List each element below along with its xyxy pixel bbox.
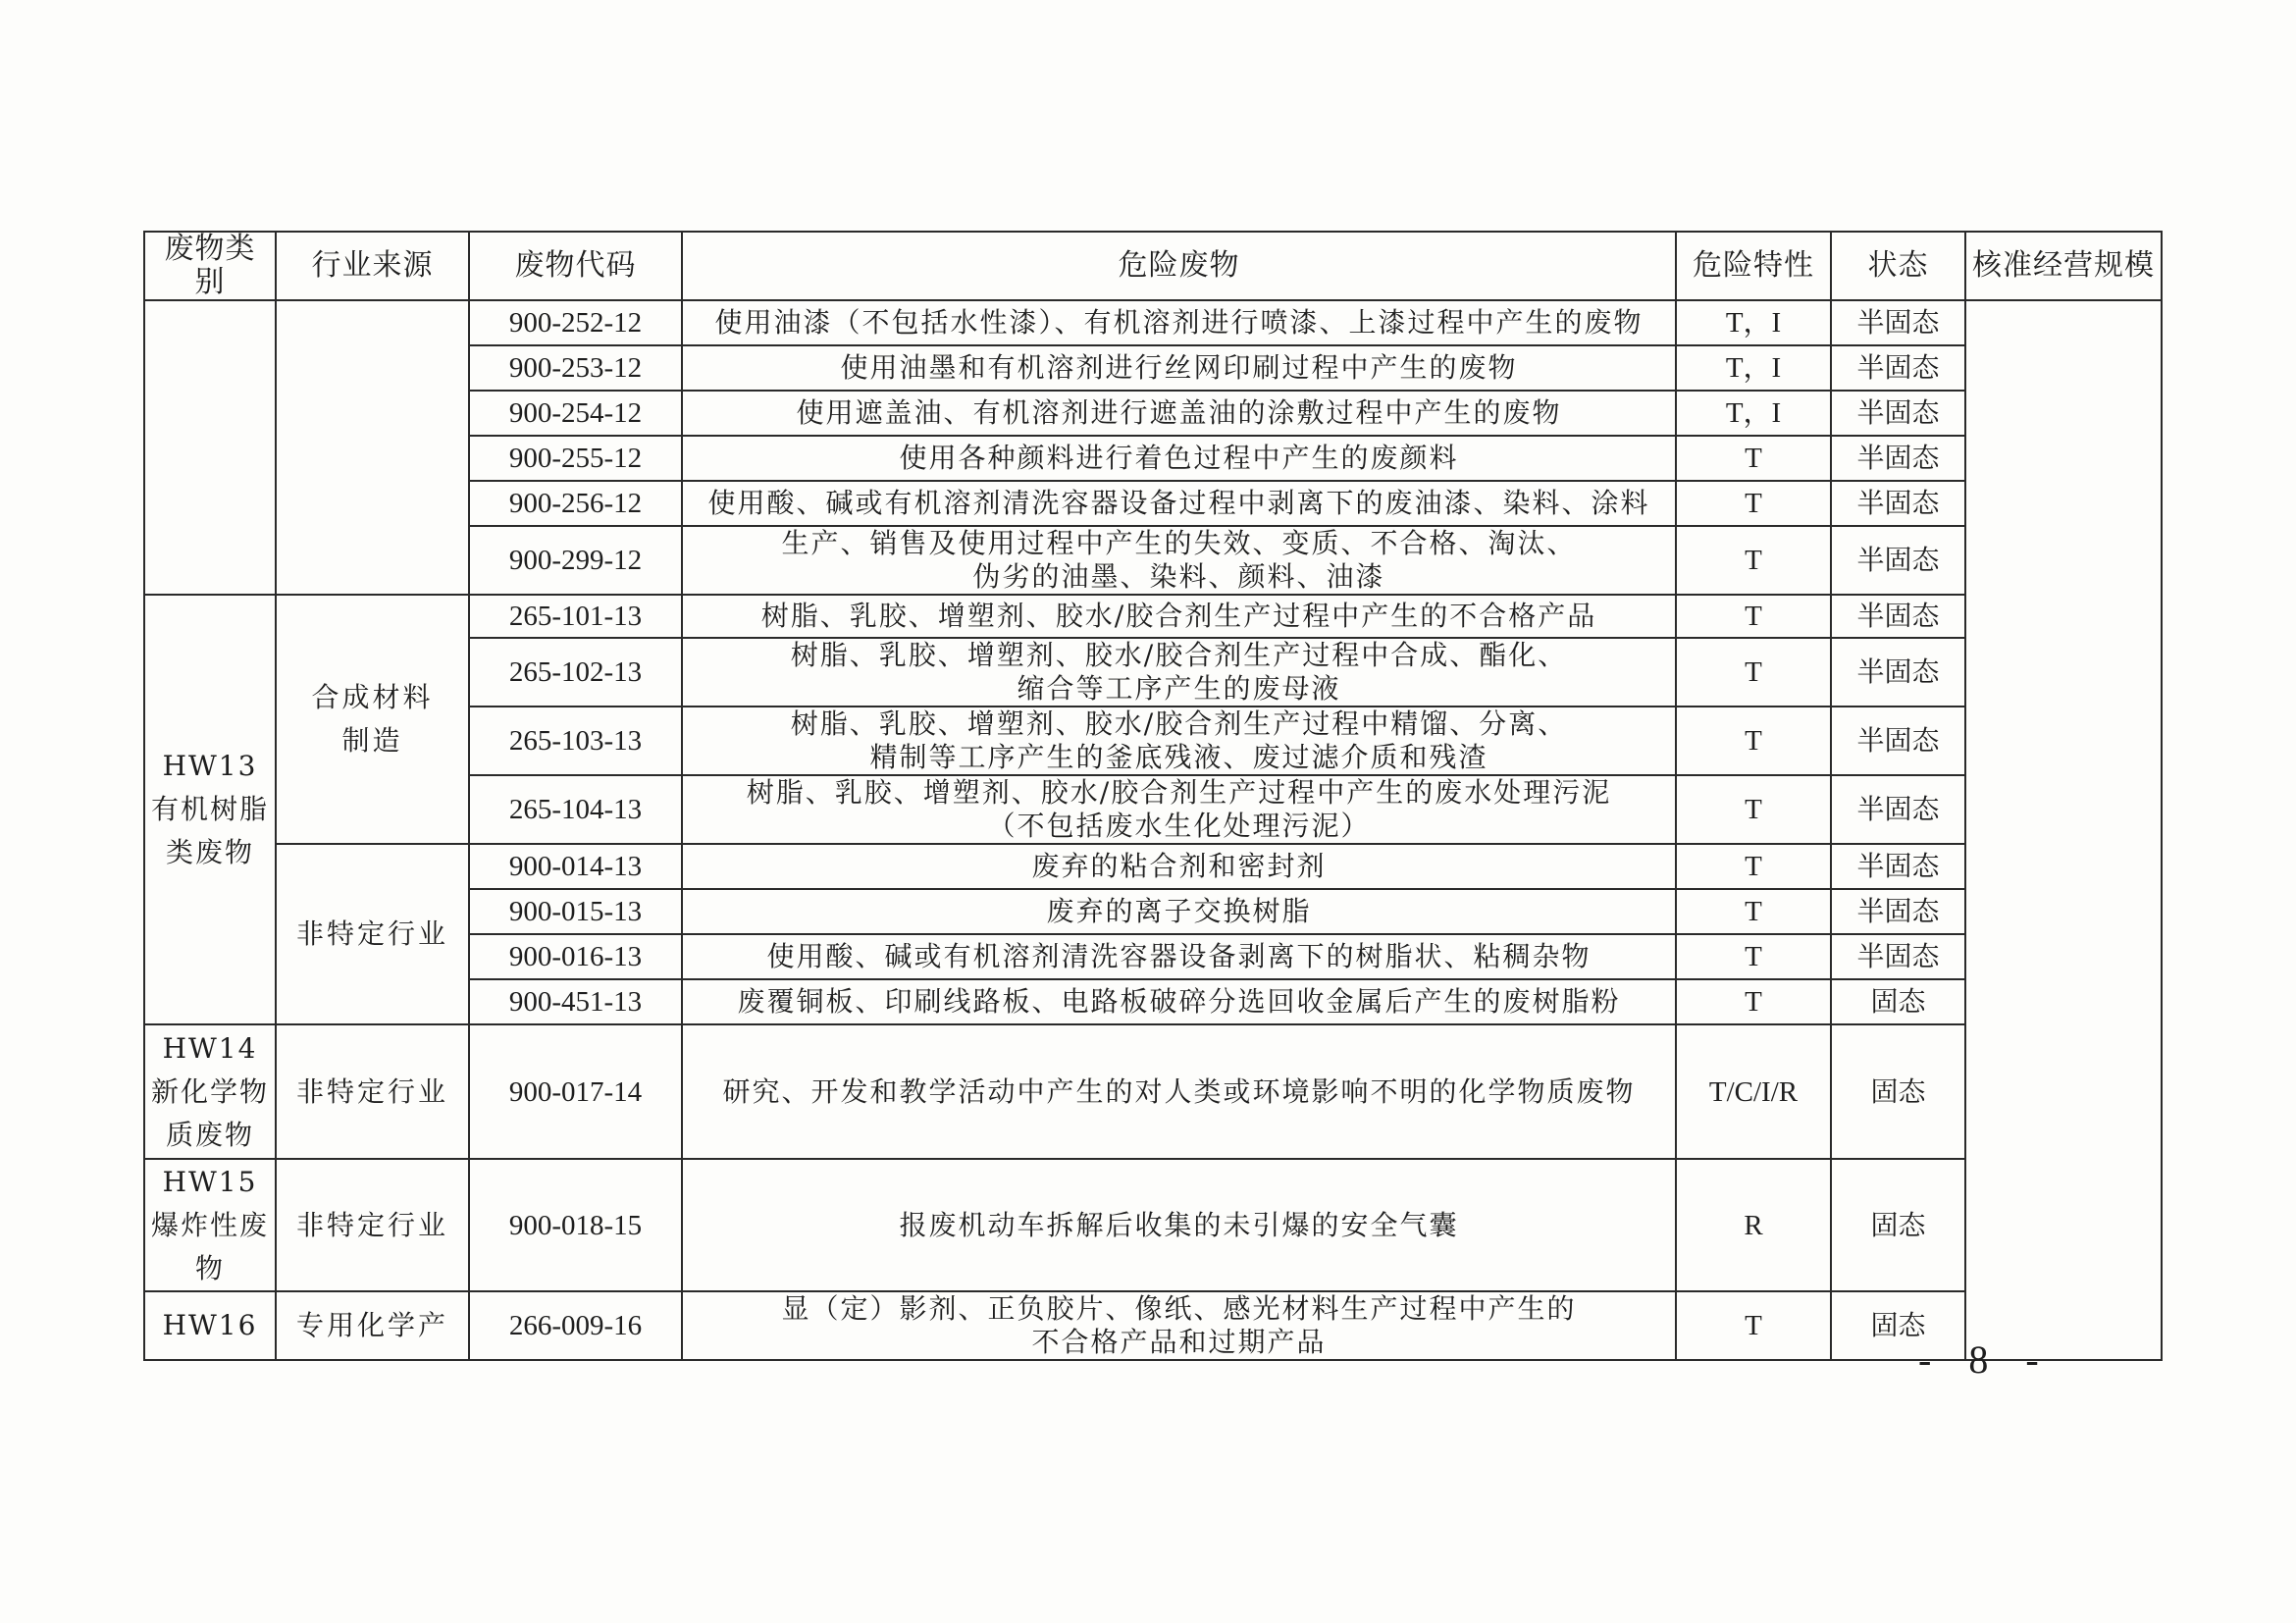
waste-description <box>682 345 1676 391</box>
header-industry: 行业来源 <box>276 232 469 300</box>
header-category: 废物类别 <box>144 232 276 300</box>
description-line: 显（定）影剂、正负胶片、像纸、感光材料生产过程中产生的 <box>781 1292 1577 1325</box>
waste-state: 半固态 <box>1831 934 1965 979</box>
description-line: 树脂、乳胶、增塑剂、胶水/胶合剂生产过程中产生的不合格产品 <box>760 600 1597 632</box>
description-line: 树脂、乳胶、增塑剂、胶水/胶合剂生产过程中精馏、分离、 <box>790 707 1568 740</box>
header-scale: 核准经营规模 <box>1965 232 2162 300</box>
waste-state: 半固态 <box>1831 775 1965 844</box>
table-row <box>144 1291 2162 1360</box>
waste-code: 900-014-13 <box>469 844 682 889</box>
category-hw15 <box>144 1159 276 1291</box>
waste-description <box>682 595 1676 638</box>
category-name-line: 物 <box>194 1251 225 1284</box>
waste-description <box>682 707 1676 775</box>
description-line: 使用油墨和有机溶剂进行丝网印刷过程中产生的废物 <box>840 351 1518 384</box>
description-line: 缩合等工序产生的废母液 <box>1017 672 1341 705</box>
hazard-property: T，I <box>1676 345 1831 391</box>
waste-description <box>682 1024 1676 1159</box>
description-line: 精制等工序产生的釜底残液、废过滤介质和残渣 <box>869 741 1488 773</box>
waste-state: 半固态 <box>1831 345 1965 391</box>
description-line: 使用油漆（不包括水性漆）、有机溶剂进行喷漆、上漆过程中产生的废物 <box>714 306 1644 339</box>
waste-description <box>682 1291 1676 1360</box>
waste-code: 900-256-12 <box>469 481 682 526</box>
hazard-property: T <box>1676 1291 1831 1360</box>
waste-code: 265-101-13 <box>469 595 682 638</box>
waste-description <box>682 889 1676 934</box>
industry-cell-empty <box>276 300 469 595</box>
category-code: HW14 <box>162 1031 258 1065</box>
description-line: 不合格产品和过期产品 <box>1031 1326 1327 1358</box>
waste-state: 半固态 <box>1831 481 1965 526</box>
description-line: 报废机动车拆解后收集的未引爆的安全气囊 <box>899 1208 1459 1241</box>
waste-description <box>682 638 1676 707</box>
hazard-property: T <box>1676 934 1831 979</box>
hazard-property: T <box>1676 595 1831 638</box>
industry-nonspecific: 非特定行业 <box>276 1159 469 1291</box>
waste-code: 265-104-13 <box>469 775 682 844</box>
description-line: 树脂、乳胶、增塑剂、胶水/胶合剂生产过程中产生的废水处理污泥 <box>746 776 1612 809</box>
category-cell-empty <box>144 300 276 595</box>
industry-nonspecific: 非特定行业 <box>276 844 469 1024</box>
hazard-property: T <box>1676 638 1831 707</box>
waste-code: 900-299-12 <box>469 526 682 595</box>
waste-state: 半固态 <box>1831 844 1965 889</box>
hazardous-waste-table <box>143 231 2163 1361</box>
description-line: （不包括废水生化处理污泥） <box>987 810 1371 842</box>
industry-synthetic-materials <box>276 595 469 844</box>
table-row <box>144 300 2162 345</box>
table-row <box>144 844 2162 889</box>
waste-code: 900-018-15 <box>469 1159 682 1291</box>
header-code: 废物代码 <box>469 232 682 300</box>
waste-description <box>682 844 1676 889</box>
waste-code: 265-102-13 <box>469 638 682 707</box>
waste-code: 900-253-12 <box>469 345 682 391</box>
waste-state: 半固态 <box>1831 391 1965 436</box>
waste-state: 固态 <box>1831 1291 1965 1360</box>
category-name-line: 质废物 <box>165 1118 254 1151</box>
approved-scale-cell <box>1965 300 2162 1360</box>
waste-state: 固态 <box>1831 979 1965 1024</box>
waste-state: 半固态 <box>1831 638 1965 707</box>
category-hw16 <box>144 1291 276 1360</box>
waste-description <box>682 391 1676 436</box>
category-name-line: 爆炸性废 <box>151 1208 270 1241</box>
industry-line: 合成材料 <box>311 681 434 713</box>
description-line: 使用各种颜料进行着色过程中产生的废颜料 <box>899 442 1459 474</box>
waste-state: 半固态 <box>1831 526 1965 595</box>
description-line: 伪劣的油墨、染料、颜料、油漆 <box>972 560 1385 593</box>
description-line: 废弃的粘合剂和密封剂 <box>1031 850 1327 882</box>
description-line: 使用酸、碱或有机溶剂清洗容器设备剥离下的树脂状、粘稠杂物 <box>766 940 1592 972</box>
waste-code: 900-254-12 <box>469 391 682 436</box>
description-line: 树脂、乳胶、增塑剂、胶水/胶合剂生产过程中合成、酯化、 <box>790 639 1568 671</box>
hazard-property: T <box>1676 707 1831 775</box>
header-state: 状态 <box>1831 232 1965 300</box>
waste-state: 半固态 <box>1831 889 1965 934</box>
waste-state: 半固态 <box>1831 707 1965 775</box>
table-row <box>144 595 2162 638</box>
hazard-property: T/C/I/R <box>1676 1024 1831 1159</box>
hazard-property: T <box>1676 436 1831 481</box>
waste-description <box>682 775 1676 844</box>
page-number: - 8 - <box>1918 1337 2053 1382</box>
description-line: 废覆铜板、印刷线路板、电路板破碎分选回收金属后产生的废树脂粉 <box>737 985 1621 1018</box>
description-line: 研究、开发和教学活动中产生的对人类或环境影响不明的化学物质废物 <box>722 1074 1636 1108</box>
waste-state: 半固态 <box>1831 595 1965 638</box>
hazard-property: T <box>1676 481 1831 526</box>
waste-state: 半固态 <box>1831 300 1965 345</box>
waste-state: 固态 <box>1831 1024 1965 1159</box>
category-name-line: 新化学物 <box>151 1074 270 1108</box>
waste-description <box>682 526 1676 595</box>
hazard-property: T <box>1676 526 1831 595</box>
waste-description <box>682 300 1676 345</box>
header-hazard: 危险特性 <box>1676 232 1831 300</box>
description-line: 废弃的离子交换树脂 <box>1046 895 1312 927</box>
description-line: 生产、销售及使用过程中产生的失效、变质、不合格、淘汰、 <box>781 527 1577 559</box>
table-row <box>144 1024 2162 1159</box>
hazard-property: T <box>1676 844 1831 889</box>
description-line: 使用酸、碱或有机溶剂清洗容器设备过程中剥离下的废油漆、染料、涂料 <box>707 487 1650 519</box>
category-hw13 <box>144 595 276 1024</box>
waste-state: 半固态 <box>1831 436 1965 481</box>
hazard-property: T <box>1676 775 1831 844</box>
category-name-line: 类废物 <box>165 836 254 868</box>
waste-description <box>682 436 1676 481</box>
waste-code: 900-016-13 <box>469 934 682 979</box>
hazard-property: R <box>1676 1159 1831 1291</box>
waste-description <box>682 979 1676 1024</box>
waste-code: 900-252-12 <box>469 300 682 345</box>
waste-code: 265-103-13 <box>469 707 682 775</box>
waste-code: 900-255-12 <box>469 436 682 481</box>
description-line: 使用遮盖油、有机溶剂进行遮盖油的涂敷过程中产生的废物 <box>796 396 1562 429</box>
industry-special-chemical: 专用化学产 <box>276 1291 469 1360</box>
category-hw14 <box>144 1024 276 1159</box>
hazard-property: T，I <box>1676 300 1831 345</box>
header-waste: 危险废物 <box>682 232 1676 300</box>
waste-code: 900-015-13 <box>469 889 682 934</box>
hazard-property: T <box>1676 889 1831 934</box>
category-code: HW13 <box>162 750 258 782</box>
waste-description <box>682 1159 1676 1291</box>
table-row <box>144 1159 2162 1291</box>
waste-description <box>682 934 1676 979</box>
category-code: HW16 <box>162 1309 258 1341</box>
waste-code: 266-009-16 <box>469 1291 682 1360</box>
category-code: HW15 <box>162 1165 258 1198</box>
industry-line: 制造 <box>341 724 403 757</box>
waste-description <box>682 481 1676 526</box>
table-header-row <box>144 232 2162 300</box>
category-name-line: 有机树脂 <box>151 793 270 825</box>
hazard-property: T，I <box>1676 391 1831 436</box>
waste-code: 900-017-14 <box>469 1024 682 1159</box>
hazard-property: T <box>1676 979 1831 1024</box>
waste-code: 900-451-13 <box>469 979 682 1024</box>
industry-nonspecific: 非特定行业 <box>276 1024 469 1159</box>
waste-state: 固态 <box>1831 1159 1965 1291</box>
